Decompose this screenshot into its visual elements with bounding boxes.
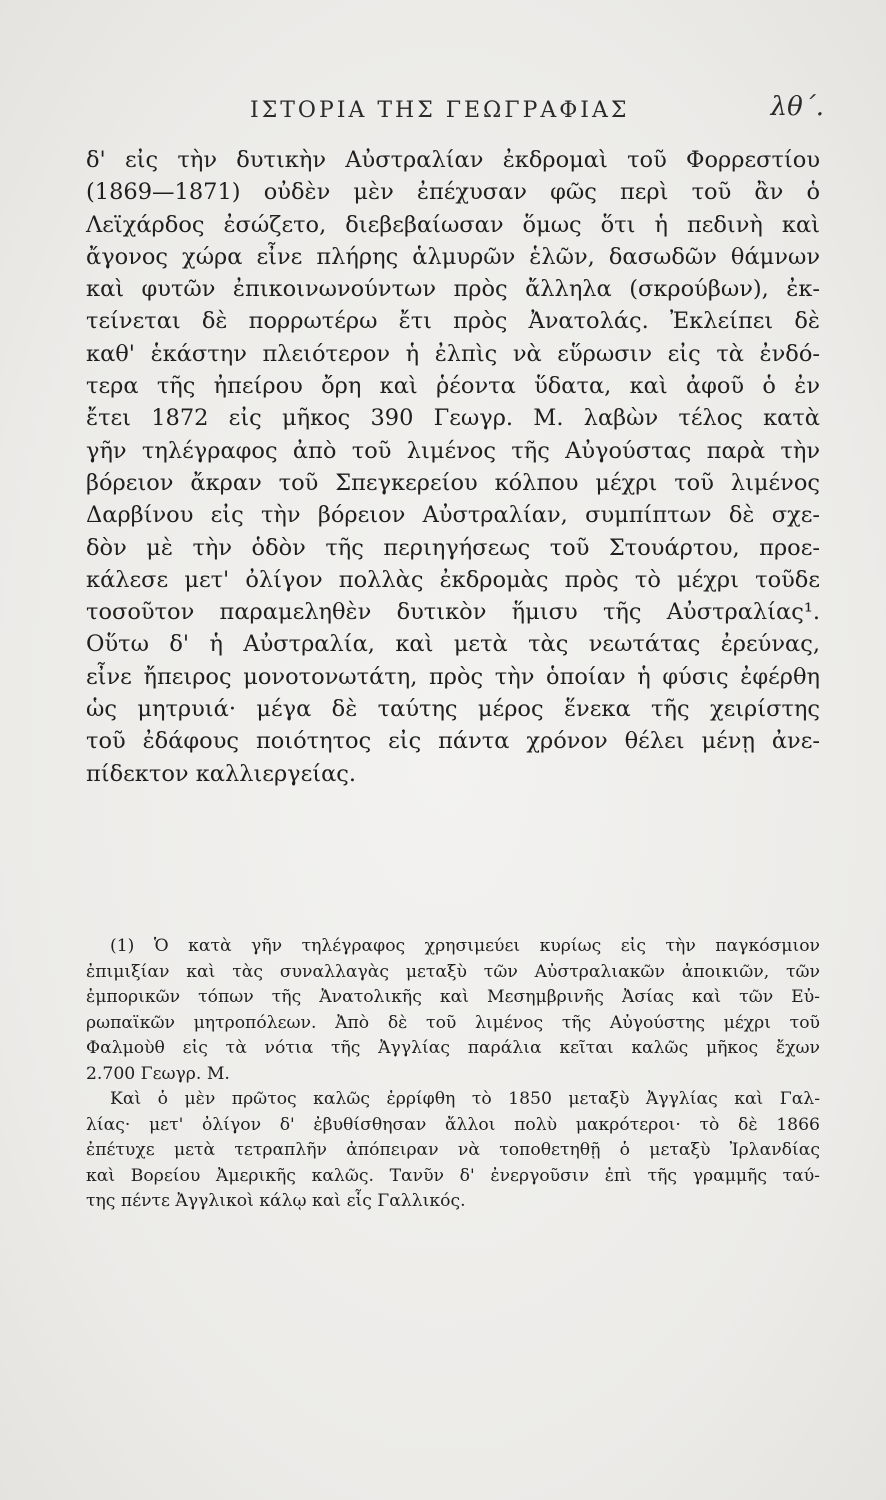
footnote-line: καὶ Βορείου Ἀμερικῆς καλῶς. Τανῦν δ' ἐνεργοῦσιν ἐπὶ τῆς γραμμῆς ταύ- <box>86 1165 820 1186</box>
footnote-line: (1) Ὁ κατὰ γῆν τηλέγραφος χρησιμεύει κυρίως εἰς τὴν παγκόσμιον <box>110 936 820 956</box>
text-line: δ' εἰς τὴν δυτικὴν Αὐστραλίαν ἐκδρομαὶ τοῦ Φορρεστίου <box>86 147 820 173</box>
footnote-line: ἐπιμιξίαν καὶ τὰς συναλλαγὰς μεταξὺ τῶν Αὐστραλιακῶν ἀποικιῶν, τῶν <box>86 961 820 982</box>
running-title: ΙΣΤΟΡΙΑ ΤΗΣ ΓΕΩΓΡΑΦΙΑΣ <box>250 98 630 123</box>
footnote-line: 2.700 Γεωγρ. Μ. <box>86 1063 230 1084</box>
text-line: Δαρβίνου εἰς τὴν βόρειον Αὐστραλίαν, συμπίπτων δὲ σχε- <box>86 502 820 529</box>
text-line: Λεϊχάρδος ἐσώζετο, διεβεβαίωσαν ὅμως ὅτι ἡ πεδινὴ καὶ <box>86 211 820 238</box>
text-line: τερα τῆς ἠπείρου ὄρη καὶ ῥέοντα ὕδατα, καὶ ἀφοῦ ὁ ἐν <box>86 373 820 400</box>
text-line: (1869—1871) οὐδὲν μὲν ἐπέχυσαν φῶς περὶ τοῦ ἂν ὁ <box>86 179 820 206</box>
footnote-line: Καὶ ὁ μὲν πρῶτος καλῶς ἐρρίφθη τὸ 1850 μεταξὺ Ἀγγλίας καὶ Γαλ- <box>110 1089 820 1109</box>
text-line: καὶ φυτῶν ἐπικοινωνούντων πρὸς ἄλληλα (σκρούβων), ἐκ- <box>86 276 820 303</box>
text-line: ἔτει 1872 εἰς μῆκος 390 Γεωγρ. Μ. λαβὼν τέλος κατὰ <box>86 405 820 432</box>
main-text <box>86 144 820 790</box>
footnote-line: λίας· μετ' ὀλίγον δ' ἐβυθίσθησαν ἄλλοι πολὺ μακρότεροι· τὸ δὲ 1866 <box>86 1114 820 1135</box>
text-line: εἶνε ἤπειρος μονοτονωτάτη, πρὸς τὴν ὁποίαν ἡ φύσις ἐφέρθη <box>86 663 820 690</box>
text-line: πίδεκτον καλλιεργείας. <box>86 760 357 787</box>
text-line: τοῦ ἐδάφους ποιότητος εἰς πάντα χρόνον θέλει μένῃ ἀνε- <box>86 728 820 755</box>
footnote-line: της πέντε Ἀγγλικοὶ κάλῳ καὶ εἷς Γαλλικός. <box>86 1191 466 1211</box>
footnote-line: ἐπέτυχε μετὰ τετραπλῆν ἀπόπειραν νὰ τοποθετηθῇ ὁ μεταξὺ Ἰρλανδίας <box>86 1140 820 1160</box>
text-line: Οὕτω δ' ἡ Αὐστραλία, καὶ μετὰ τὰς νεωτάτας ἐρεύνας, <box>86 631 820 658</box>
text-line: δὸν μὲ τὴν ὁδὸν τῆς περιηγήσεως τοῦ Στουάρτου, προε- <box>86 534 820 561</box>
footnote-line: ρωπαϊκῶν μητροπόλεων. Ἀπὸ δὲ τοῦ λιμένος τῆς Αὐγούστης μέχρι τοῦ <box>86 1012 820 1033</box>
text-line: γῆν τηλέγραφος ἀπὸ τοῦ λιμένος τῆς Αὐγούστας παρὰ τὴν <box>86 437 820 464</box>
text-line: ὡς μητρυιά· μέγα δὲ ταύτης μέρος ἕνεκα τῆς χειρίστης <box>86 696 820 723</box>
text-line: τείνεται δὲ πορρωτέρω ἔτι πρὸς Ἀνατολάς. Ἐκλείπει δὲ <box>86 308 820 335</box>
page-number: λθ΄. <box>770 92 824 122</box>
text-line: τοσοῦτον παραμεληθὲν δυτικὸν ἥμισυ τῆς Αὐστραλίας¹. <box>86 599 820 626</box>
footnote-line: Φαλμοὺθ εἰς τὰ νότια τῆς Ἀγγλίας παράλια κεῖται καλῶς μῆκος ἔχων <box>86 1038 820 1058</box>
text-line: βόρειον ἄκραν τοῦ Σπεγκερείου κόλπου μέχρι τοῦ λιμένος <box>86 469 820 496</box>
text-line: ἄγονος χώρα εἶνε πλήρης ἁλμυρῶν ἑλῶν, δασωδῶν θάμνων <box>86 243 820 270</box>
text-line: κάλεσε μετ' ὀλίγον πολλὰς ἐκδρομὰς πρὸς τὸ μέχρι τοῦδε <box>86 566 820 593</box>
footnote-line: ἐμπορικῶν τόπων τῆς Ἀνατολικῆς καὶ Μεσημβρινῆς Ἀσίας καὶ τῶν Εὐ- <box>86 987 820 1007</box>
footnotes <box>86 934 820 1215</box>
text-line: καθ' ἑκάστην πλειότερον ἡ ἐλπὶς νὰ εὕρωσιν εἰς τὰ ἐνδό- <box>86 340 820 367</box>
page-header <box>90 92 830 132</box>
